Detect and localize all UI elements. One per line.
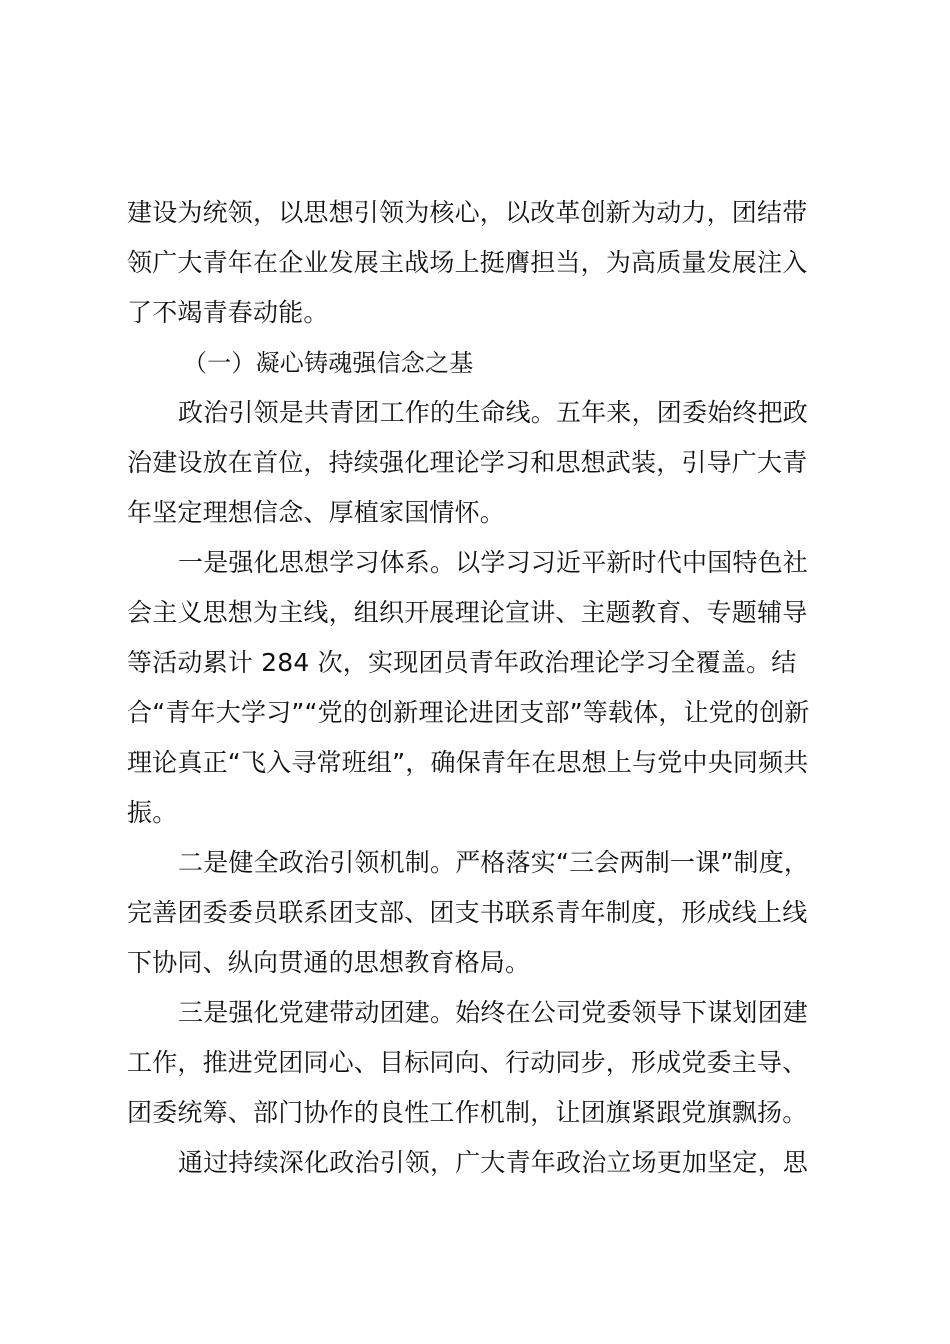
text-line: 领广大青年在企业发展主战场上挺膺担当，为高质量发展注入 — [127, 248, 808, 277]
section-heading: （一）凝心铸魂强信念之基 — [183, 349, 474, 377]
text-line: 通过持续深化政治引领，广大青年政治立场更加坚定，思 — [178, 1148, 809, 1177]
text-line: 工作，推进党团同心、目标同向、行动同步，形成党委主导、 — [127, 1048, 808, 1077]
text-line: 等活动累计 284 次，实现团员青年政治理论学习全覆盖。结 — [127, 648, 797, 677]
text-line: 合“青年大学习”“党的创新理论进团支部”等载体，让党的创新 — [127, 698, 810, 727]
text-line: 理论真正“飞入寻常班组”，确保青年在思想上与党中央同频共 — [127, 748, 809, 777]
text-line: 团委统筹、部门协作的良性工作机制，让团旗紧跟党旗飘扬。 — [127, 1098, 808, 1127]
text-line: 年坚定理想信念、厚植家国情怀。 — [127, 498, 506, 527]
text-line: 建设为统领，以思想引领为核心，以改革创新为动力，团结带 — [127, 198, 808, 227]
text-line: 一是强化思想学习体系。以学习习近平新时代中国特色社 — [178, 548, 809, 577]
text-line: 二是健全政治引领机制。严格落实“三会两制一课”制度， — [178, 848, 810, 877]
text-line: 会主义思想为主线，组织开展理论宣讲、主题教育、专题辅导 — [127, 598, 808, 627]
text-line: 了不竭青春动能。 — [127, 298, 329, 327]
text-line: 振。 — [127, 798, 178, 827]
text-line: 完善团委委员联系团支部、团支书联系青年制度，形成线上线 — [127, 898, 808, 927]
text-line: 治建设放在首位，持续强化理论学习和思想武装，引导广大青 — [127, 448, 808, 477]
text-line: 三是强化党建带动团建。始终在公司党委领导下谋划团建 — [178, 998, 809, 1027]
text-line: 下协同、纵向贯通的思想教育格局。 — [127, 948, 531, 977]
text-line: 政治引领是共青团工作的生命线。五年来，团委始终把政 — [178, 398, 809, 427]
